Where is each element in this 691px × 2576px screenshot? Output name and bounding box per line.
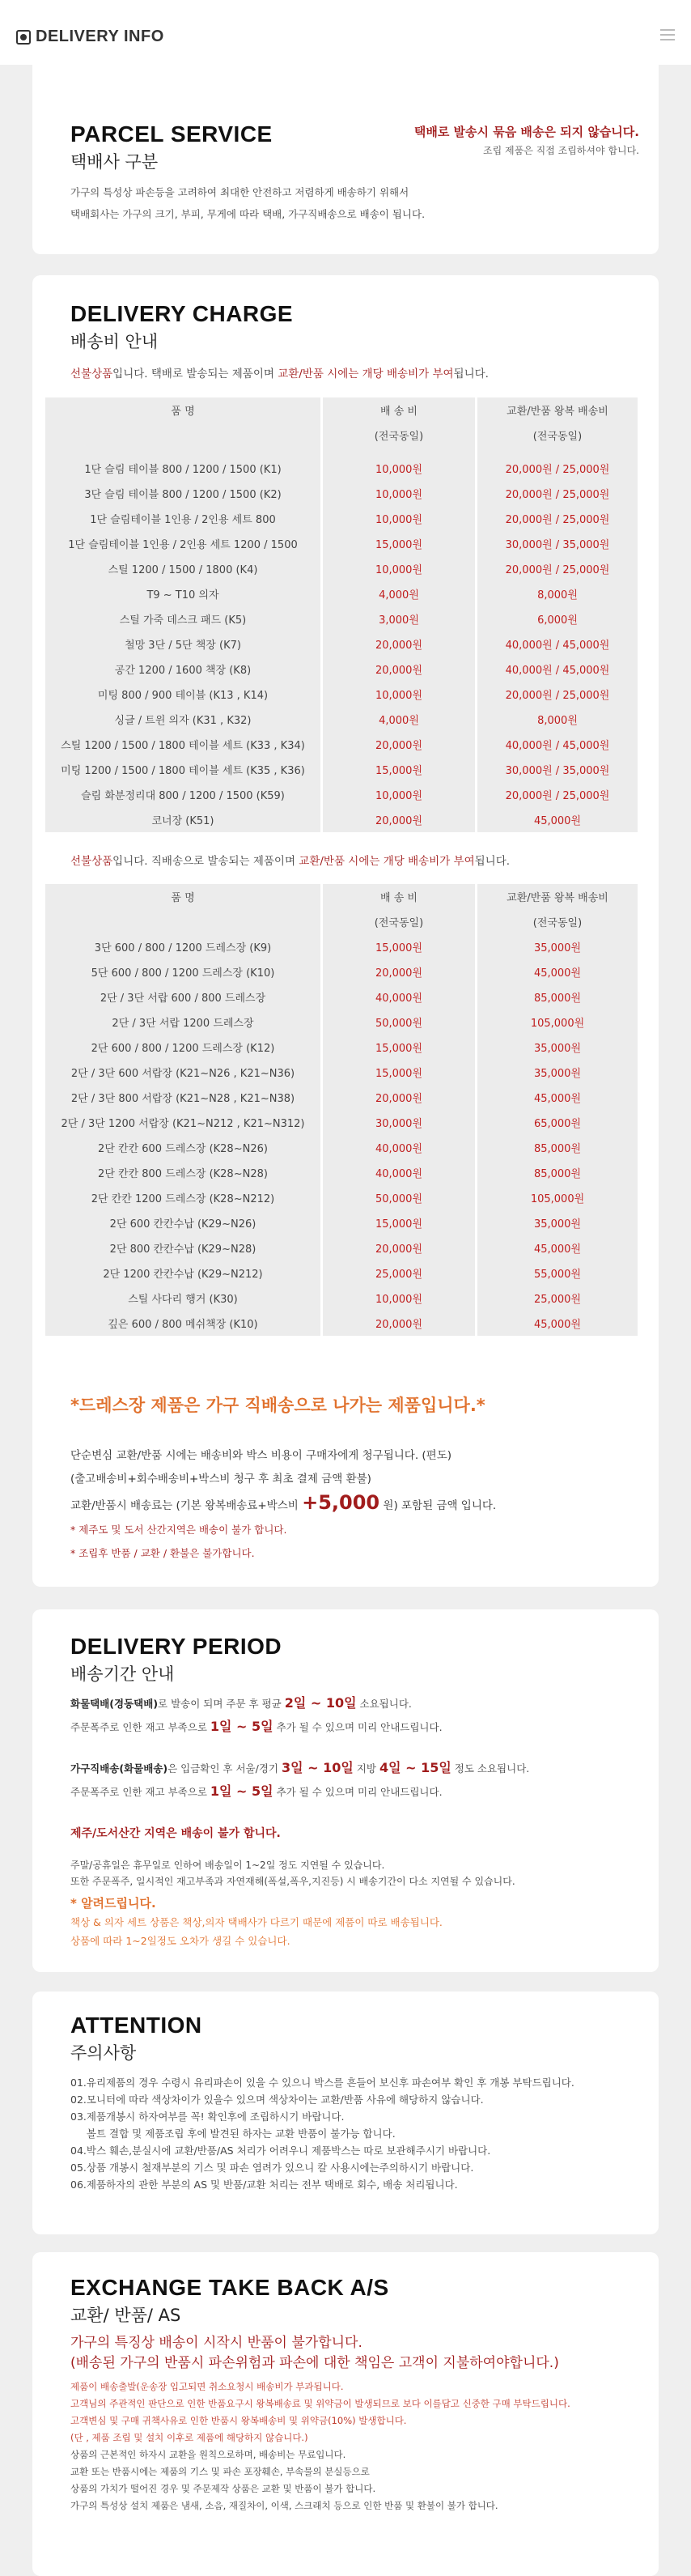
th-fee: 배 송 비 — [323, 397, 475, 423]
table-row — [45, 531, 638, 556]
return-fee: 85,000원 — [477, 984, 638, 1010]
delivery-fee: 15,000원 — [323, 1035, 475, 1060]
return-fee: 40,000원 / 45,000원 — [477, 631, 638, 657]
page-title: DELIVERY INFO — [36, 28, 164, 45]
return-fee: 20,000원 / 25,000원 — [477, 782, 638, 807]
item-name: 스틸 1200 / 1500 / 1800 테이블 세트 (K33 , K34) — [45, 732, 320, 757]
table-row — [45, 1185, 638, 1210]
item-name: 1단 슬림테이블 1인용 / 2인용 세트 800 — [45, 506, 320, 531]
return-fee: 45,000원 — [477, 1235, 638, 1260]
delivery-fee: 10,000원 — [323, 782, 475, 807]
delivery-fee: 40,000원 — [323, 1160, 475, 1185]
return-fee: 20,000원 / 25,000원 — [477, 556, 638, 581]
delivery-fee: 25,000원 — [323, 1260, 475, 1286]
exchange-title-ko: 교환/ 반품/ AS — [70, 2306, 181, 2325]
return-fee: 105,000원 — [477, 1010, 638, 1035]
delivery-fee: 20,000원 — [323, 732, 475, 757]
item-name: 3단 슬림 테이블 800 / 1200 / 1500 (K2) — [45, 481, 320, 506]
delivery-fee: 40,000원 — [323, 984, 475, 1010]
list-item: 04.박스 훼손,분실시에 교환/반품/AS 처리가 어려우니 제품박스는 따로 보관해주시기 바랍니다. — [70, 2145, 491, 2157]
table-row — [45, 1135, 638, 1160]
period-direct-line2: 주문폭주로 인한 재고 부족으로 1일 ~ 5일 추가 될 수 있으며 미리 안내드립니다. — [70, 1783, 443, 1799]
period-holiday-line1: 주말/공휴일은 휴무일로 인하여 배송일이 1~2일 정도 지연될 수 있습니다. — [70, 1860, 385, 1871]
table-row — [45, 631, 638, 657]
th2-return-sub: (전국동일) — [477, 909, 638, 934]
delivery-fee: 20,000원 — [323, 1235, 475, 1260]
list-item: 볼트 결합 및 제품조립 후에 발견된 하자는 교환 반품이 불가능 합니다. — [70, 2128, 396, 2140]
th2-fee: 배 송 비 — [323, 884, 475, 909]
table-row — [45, 1085, 638, 1110]
return-fee: 105,000원 — [477, 1185, 638, 1210]
th2-fee-sub: (전국동일) — [323, 909, 475, 934]
return-fee: 6,000원 — [477, 606, 638, 631]
delivery-fee: 15,000원 — [323, 934, 475, 959]
delivery-fee: 3,000원 — [323, 606, 475, 631]
box-fee-amount: +5,000 — [302, 1491, 380, 1514]
th-return: 교환/반품 왕복 배송비 — [477, 397, 638, 423]
item-name: 2단 1200 칸칸수납 (K29~N212) — [45, 1260, 320, 1286]
charge-para-1: 단순변심 교환/반품 시에는 배송비와 박스 비용이 구매자에게 청구됩니다. (편도) — [70, 1449, 452, 1462]
delivery-charge-card — [32, 275, 659, 1587]
item-name: 스틸 1200 / 1500 / 1800 (K4) — [45, 556, 320, 581]
delivery-fee: 10,000원 — [323, 481, 475, 506]
attention-title-ko: 주의사항 — [70, 2043, 137, 2063]
item-name: 2단 800 칸칸수납 (K29~N28) — [45, 1235, 320, 1260]
exchange-red-line2: 고객님의 주관적인 판단으로 인한 반품요구시 왕복배송료 및 위약금이 발생되므로 보다 이를답고 신중한 구매 부탁드립니다. — [70, 2398, 570, 2409]
return-fee: 45,000원 — [477, 1085, 638, 1110]
item-name: T9 ~ T10 의자 — [45, 581, 320, 606]
delivery-fee: 20,000원 — [323, 959, 475, 984]
th2-name: 품 명 — [45, 884, 320, 909]
exchange-gray-line1: 상품의 근본적인 하자시 교환을 원칙으로하며, 배송비는 무료입니다. — [70, 2449, 346, 2460]
return-fee: 55,000원 — [477, 1260, 638, 1286]
delivery-fee: 50,000원 — [323, 1185, 475, 1210]
return-fee: 40,000원 / 45,000원 — [477, 732, 638, 757]
exchange-red-line3: 고객변심 및 구매 귀책사유로 인한 반품시 왕복배송비 및 위약금(10%) 발생합니다. — [70, 2415, 407, 2426]
parcel-notice-gray: 조립 제품은 직접 조립하셔야 합니다. — [483, 145, 639, 156]
attention-card — [32, 1992, 659, 2234]
table-row — [45, 556, 638, 581]
charge-title-en: DELIVERY CHARGE — [70, 301, 294, 326]
return-fee: 30,000원 / 35,000원 — [477, 531, 638, 556]
table-row — [45, 959, 638, 984]
delivery-fee: 15,000원 — [323, 1210, 475, 1235]
parcel-body-line2: 택배회사는 가구의 크기, 부피, 무게에 따라 택배, 가구직배송으로 배송이 됩니다. — [70, 208, 426, 220]
exchange-big-line2: (배송된 가구의 반품시 파손위험과 파손에 대한 책임은 고객이 지불하여야합니다.) — [70, 2355, 559, 2371]
item-name: 2단 600 / 800 / 1200 드레스장 (K12) — [45, 1035, 320, 1060]
return-fee: 8,000원 — [477, 581, 638, 606]
exchange-red-line1: 제품이 배송출발(운송장 입고되면 취소요청시 배송비가 부과됩니다. — [70, 2381, 344, 2392]
item-name: 공간 1200 / 1600 책장 (K8) — [45, 657, 320, 682]
dresser-direct-notice: *드레스장 제품은 가구 직배송으로 나가는 제품입니다.* — [70, 1396, 485, 1415]
item-name: 2단 / 3단 800 서랍장 (K21~N28 , K21~N38) — [45, 1085, 320, 1110]
table-row — [45, 1260, 638, 1286]
period-direct-line1: 가구직배송(화물배송)은 입금확인 후 서울/경기 3일 ~ 10일 지방 4일 ~ 15일 정도 소요됩니다. — [70, 1760, 530, 1775]
return-fee: 20,000원 / 25,000원 — [477, 456, 638, 481]
attention-title-en: ATTENTION — [70, 2013, 202, 2038]
return-fee: 35,000원 — [477, 1060, 638, 1085]
delivery-fee: 4,000원 — [323, 707, 475, 732]
logo-icon — [16, 30, 31, 45]
menu-icon[interactable] — [660, 29, 675, 40]
list-item: 02.모니터에 따라 색상차이가 있을수 있으며 색상차이는 교환/반품 사유에 해당하지 않습니다. — [70, 2094, 484, 2106]
return-fee: 30,000원 / 35,000원 — [477, 757, 638, 782]
table-row — [45, 1060, 638, 1085]
delivery-fee: 10,000원 — [323, 456, 475, 481]
return-fee: 65,000원 — [477, 1110, 638, 1135]
item-name: 5단 600 / 800 / 1200 드레스장 (K10) — [45, 959, 320, 984]
delivery-fee: 30,000원 — [323, 1110, 475, 1135]
charge-para-5: * 조립후 반품 / 교환 / 환불은 불가합니다. — [70, 1547, 255, 1559]
parcel-title-ko: 택배사 구분 — [70, 152, 159, 172]
item-name: 코너장 (K51) — [45, 807, 320, 832]
delivery-fee: 50,000원 — [323, 1010, 475, 1035]
return-fee: 20,000원 / 25,000원 — [477, 506, 638, 531]
delivery-fee: 15,000원 — [323, 1060, 475, 1085]
charge-para-4: * 제주도 및 도서 산간지역은 배송이 불가 합니다. — [70, 1524, 287, 1536]
table-row — [45, 1010, 638, 1035]
exchange-red-line4: (단 , 제품 조립 및 설치 이후로 제품에 해당하지 않습니다.) — [70, 2432, 308, 2443]
charge-intro-1: 선불상품입니다. 택배로 발송되는 제품이며 교환/반품 시에는 개당 배송비가 부여됩니다. — [70, 368, 489, 380]
table-row — [45, 481, 638, 506]
parcel-title-en: PARCEL SERVICE — [70, 121, 273, 147]
delivery-fee: 4,000원 — [323, 581, 475, 606]
item-name: 3단 600 / 800 / 1200 드레스장 (K9) — [45, 934, 320, 959]
exchange-big-line1: 가구의 특징상 배송이 시작시 반품이 불가합니다. — [70, 2335, 362, 2351]
return-fee: 20,000원 / 25,000원 — [477, 481, 638, 506]
return-fee: 45,000원 — [477, 959, 638, 984]
delivery-fee: 20,000원 — [323, 1311, 475, 1336]
th-fee-sub: (전국동일) — [323, 423, 475, 448]
delivery-fee: 20,000원 — [323, 807, 475, 832]
table-row — [45, 456, 638, 481]
exchange-card — [32, 2252, 659, 2576]
exchange-gray-line2: 교환 또는 반품시에는 제품의 기스 및 파손 포장훼손, 부속물의 분실등으로 — [70, 2466, 370, 2477]
return-fee: 45,000원 — [477, 807, 638, 832]
item-name: 스틸 사다리 행거 (K30) — [45, 1286, 320, 1311]
item-name: 미팅 800 / 900 테이블 (K13 , K14) — [45, 682, 320, 707]
item-name: 2단 / 3단 600 서랍장 (K21~N26 , K21~N36) — [45, 1060, 320, 1085]
item-name: 2단 / 3단 서랍 1200 드레스장 — [45, 1010, 320, 1035]
site-logo[interactable] — [16, 28, 164, 46]
table-row — [45, 506, 638, 531]
period-holiday-line2: 또한 주문폭주, 일시적인 재고부족과 자연재해(폭설,폭우,지진등) 시 배송기간이 다소 지연될 수 있습니다. — [70, 1876, 515, 1887]
item-name: 싱글 / 트윈 의자 (K31 , K32) — [45, 707, 320, 732]
table-row — [45, 606, 638, 631]
delivery-fee: 15,000원 — [323, 531, 475, 556]
item-name: 2단 600 칸칸수납 (K29~N26) — [45, 1210, 320, 1235]
item-name: 1단 슬림 테이블 800 / 1200 / 1500 (K1) — [45, 456, 320, 481]
table-row — [45, 1035, 638, 1060]
return-fee: 25,000원 — [477, 1286, 638, 1311]
return-fee: 45,000원 — [477, 1311, 638, 1336]
list-item: 01.유리제품의 경우 수령시 유리파손이 있을 수 있으니 박스를 흔들어 보신후 파손여부 확인 후 개봉 부탁드립니다. — [70, 2077, 574, 2089]
exchange-gray-line3: 상품의 가치가 떨어진 경우 및 주문제작 상품은 교환 및 반품이 불가 합니다. — [70, 2483, 376, 2494]
parcel-notice-red: 택배로 발송시 묶음 배송은 되지 않습니다. — [413, 125, 639, 139]
period-title-en: DELIVERY PERIOD — [70, 1634, 282, 1659]
return-fee: 8,000원 — [477, 707, 638, 732]
delivery-fee: 20,000원 — [323, 657, 475, 682]
th-name: 품 명 — [45, 397, 320, 423]
table-row — [45, 1210, 638, 1235]
period-notice-line2: 상품에 따라 1~2일정도 오차가 생길 수 있습니다. — [70, 1935, 290, 1947]
return-fee: 20,000원 / 25,000원 — [477, 682, 638, 707]
table-row — [45, 1286, 638, 1311]
table-row — [45, 984, 638, 1010]
table-row — [45, 707, 638, 732]
attention-list — [70, 2074, 574, 2193]
charge-title-ko: 배송비 안내 — [70, 332, 159, 351]
table-row — [45, 782, 638, 807]
exchange-title-en: EXCHANGE TAKE BACK A/S — [70, 2275, 389, 2300]
table-row — [45, 934, 638, 959]
return-fee: 40,000원 / 45,000원 — [477, 657, 638, 682]
item-name: 2단 / 3단 1200 서랍장 (K21~N212 , K21~N312) — [45, 1110, 320, 1135]
period-jeju-notice: 제주/도서산간 지역은 배송이 불가 합니다. — [70, 1827, 281, 1840]
return-fee: 35,000원 — [477, 934, 638, 959]
item-name: 2단 칸칸 1200 드레스장 (K28~N212) — [45, 1185, 320, 1210]
table-row — [45, 682, 638, 707]
item-name: 2단 칸칸 800 드레스장 (K28~N28) — [45, 1160, 320, 1185]
item-name: 2단 / 3단 서랍 600 / 800 드레스장 — [45, 984, 320, 1010]
return-fee: 85,000원 — [477, 1135, 638, 1160]
delivery-fee: 20,000원 — [323, 631, 475, 657]
list-item: 05.상품 개봉시 철재부분의 기스 및 파손 염려가 있으니 칼 사용시에는주의하시기 바랍니다. — [70, 2162, 474, 2174]
charge-para-3: 교환/반품시 배송료는 (기본 왕복배송료+박스비 +5,000 원) 포함된 금액 입니다. — [70, 1491, 497, 1514]
period-parcel-line1: 화물택배(경동택배)로 발송이 되며 주문 후 평균 2일 ~ 10일 소요됩니다. — [70, 1695, 412, 1711]
th-return-sub: (전국동일) — [477, 423, 638, 448]
period-notice-title: * 알려드립니다. — [70, 1896, 156, 1911]
item-name: 스틸 가죽 데스크 패드 (K5) — [45, 606, 320, 631]
delivery-fee: 40,000원 — [323, 1135, 475, 1160]
delivery-fee: 10,000원 — [323, 556, 475, 581]
table-row — [45, 1235, 638, 1260]
charge-intro-2: 선불상품입니다. 직배송으로 발송되는 제품이며 교환/반품 시에는 개당 배송비가 부여됩니다. — [70, 855, 511, 868]
charge-table-parcel — [43, 397, 640, 832]
table-row — [45, 657, 638, 682]
table-row — [45, 757, 638, 782]
table-row — [45, 732, 638, 757]
period-parcel-line2: 주문폭주로 인한 재고 부족으로 1일 ~ 5일 추가 될 수 있으며 미리 안내드립니다. — [70, 1719, 443, 1734]
th2-return: 교환/반품 왕복 배송비 — [477, 884, 638, 909]
return-fee: 35,000원 — [477, 1210, 638, 1235]
period-title-ko: 배송기간 안내 — [70, 1664, 175, 1684]
item-name: 철망 3단 / 5단 책장 (K7) — [45, 631, 320, 657]
item-name: 1단 슬림테이블 1인용 / 2인용 세트 1200 / 1500 — [45, 531, 320, 556]
table-row — [45, 1311, 638, 1336]
list-item: 06.제품하자의 관한 부분의 AS 및 반품/교환 처리는 전부 택배로 회수, 배송 처리됩니다. — [70, 2179, 458, 2191]
item-name: 슬림 화분정리대 800 / 1200 / 1500 (K59) — [45, 782, 320, 807]
delivery-fee: 15,000원 — [323, 757, 475, 782]
list-item: 03.제품개봉시 하자여부를 꼭! 확인후에 조립하시기 바랍니다. — [70, 2111, 345, 2123]
exchange-gray-line4: 가구의 특성상 설치 제품은 냄새, 소음, 재질차이, 이색, 스크래치 등으로 인한 반품 및 환불이 불가 합니다. — [70, 2500, 498, 2511]
parcel-service-card — [32, 52, 659, 254]
return-fee: 35,000원 — [477, 1035, 638, 1060]
return-fee: 85,000원 — [477, 1160, 638, 1185]
table-row — [45, 1110, 638, 1135]
item-name: 깊은 600 / 800 메쉬책장 (K10) — [45, 1311, 320, 1336]
item-name: 미팅 1200 / 1500 / 1800 테이블 세트 (K35 , K36) — [45, 757, 320, 782]
delivery-fee: 10,000원 — [323, 506, 475, 531]
parcel-body-line1: 가구의 특성상 파손등을 고려하여 최대한 안전하고 저렴하게 배송하기 위해서 — [70, 186, 409, 198]
charge-table-direct — [43, 884, 640, 1336]
period-notice-line1: 책상 & 의자 세트 상품은 책상,의자 택배사가 다르기 때문에 제품이 따로 배송됩니다. — [70, 1916, 443, 1928]
delivery-fee: 20,000원 — [323, 1085, 475, 1110]
table-row — [45, 581, 638, 606]
delivery-fee: 10,000원 — [323, 1286, 475, 1311]
delivery-period-card — [32, 1609, 659, 1972]
item-name: 2단 칸칸 600 드레스장 (K28~N26) — [45, 1135, 320, 1160]
charge-para-2: (출고배송비+회수배송비+박스비 청구 후 최초 결제 금액 환불) — [70, 1473, 371, 1486]
table-row — [45, 1160, 638, 1185]
delivery-fee: 10,000원 — [323, 682, 475, 707]
table-row — [45, 807, 638, 832]
